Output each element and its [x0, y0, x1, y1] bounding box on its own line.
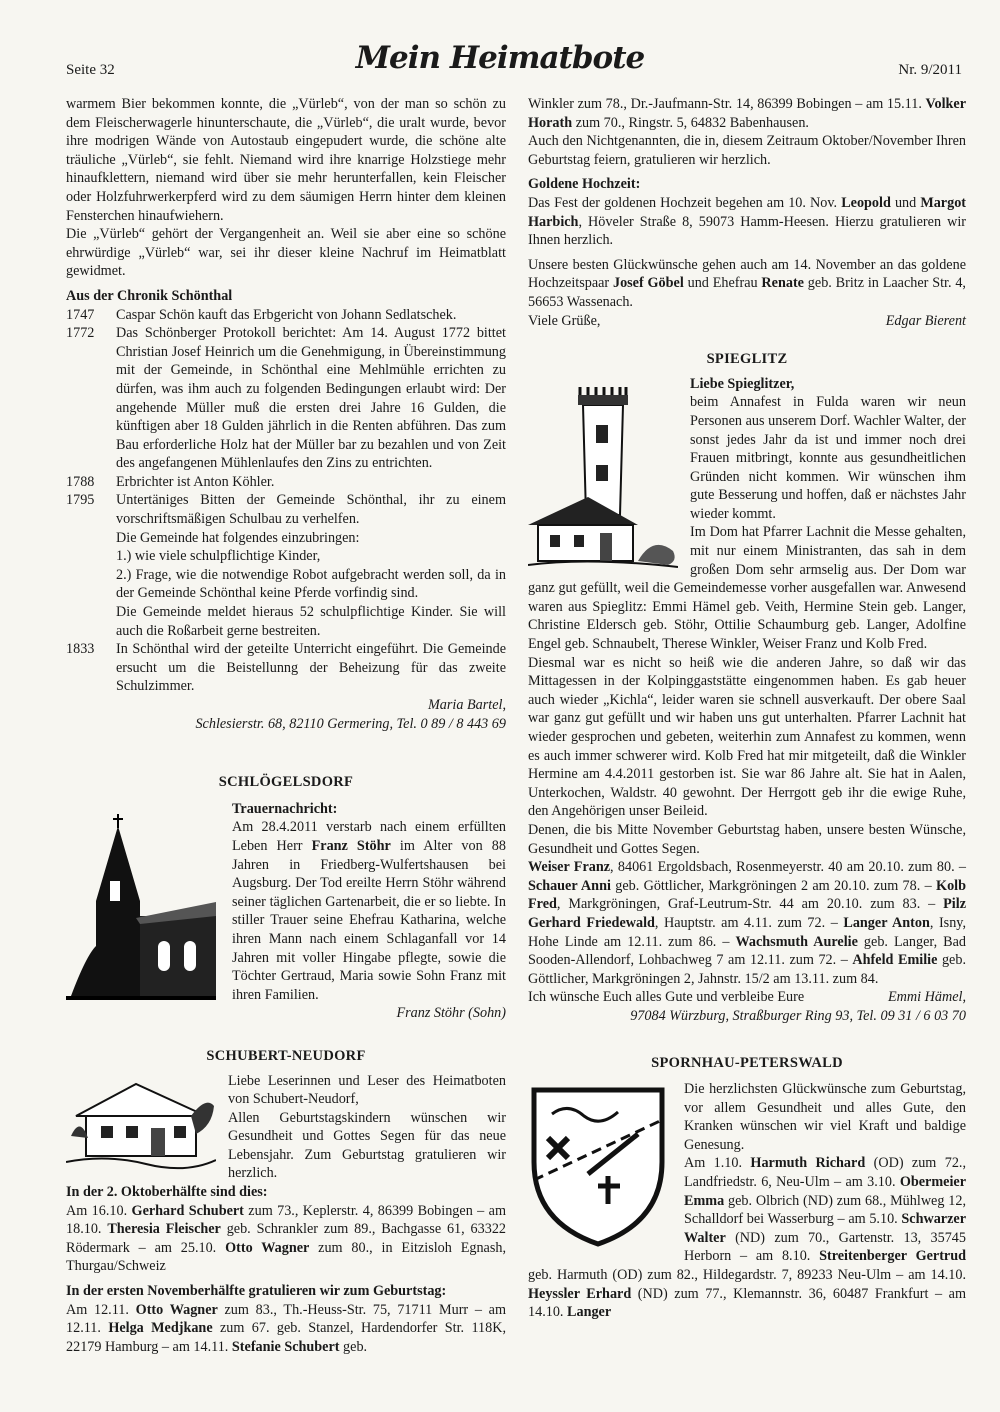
vuerleb-paragraph: warmem Bier bekommen konnte, die „Vürleb“, von der man so schön zu dem Fleischerwagerle hinunterschaute, die „Vürleb“, die uralt wurde, bevor ihre modrigen Wände von Autostaub eingepudert wurde, die schöne alte träuliche „Vürleb“, sie fehlt. Niemand wird ihre knarrige Holzstiege mehr hinaufklettern, niemand wird über sie mehr herunterfallen, kein Fleischer oder Holzfuhrwerkerpferd wird zu dem säumigen Herrn hinter dem kleinen Fensterchen hinaufwiehern. — [66, 96, 506, 224]
schubert-continuation: Winkler zum 78., Dr.-Jaufmann-Str. 14, 86399 Bobingen – am 15.11. Volker Horath zum 70., Ringstr. 5, 64832 Babenhausen. — [528, 96, 966, 131]
left-column — [66, 95, 506, 1356]
church-illustration — [66, 806, 226, 1006]
vuerleb-paragraph-2: Die „Vürleb“ gehört der Vergangenheit an. Weil sie aber eine so schöne ehrwürdige „Vürleb“ war, sei ihr dieser kleine Nachruf im Heimatblatt gewidmet. — [66, 226, 506, 280]
chronik-heading: Aus der Chronik Schönthal — [66, 287, 233, 304]
right-column — [528, 95, 966, 1322]
schubert-section — [66, 1072, 506, 1357]
chronik-entry: 1772 Das Schönberger Protokoll berichtet: Am 14. August 1772 bittet Christian Josef Heinrich um die Genehmigung, in Übereinstimmung mit der Gemeinde, in Schönthal eine Mehlmühle errichten zu dürfen, was ihm auch zu folgenden Bedingungen erlaubt wird: Der angehende Müller muß die ersten drei Jahre 16 Gulden, die künftigen aber 18 Gulden jährlich in die Renten abführen. Das zum Bau erforderliche Holz hat der Müller bar zu bezahlen und von Zeit des angefangenen Mühlenlaufes den Zins zu entrichten. — [66, 325, 506, 472]
spieglitz-paragraph-1: beim Annafest in Fulda waren wir neun Personen aus unserem Dorf. Wachler Walter, der sonst jedes Jahr da ist und immer noch drei Frauen mitbringt, konnte aus gesundheitlichen Gründen nicht kommen. Wir wünschen ihm gute Besserung und hoffen, daß er nächstes Jahr wieder kommt. — [690, 394, 966, 522]
schloegelsdorf-section — [66, 800, 506, 1023]
coat-of-arms-icon — [528, 1084, 676, 1252]
trauernachricht-signature: Franz Stöhr (Sohn) — [396, 1005, 506, 1022]
spieglitz-heading: SPIEGLITZ — [706, 351, 788, 368]
spieglitz-salutation: Liebe Spieglitzer, — [690, 375, 795, 392]
chronik-list — [66, 306, 506, 696]
page-number: Seite 32 — [66, 62, 115, 78]
spornhau-section — [528, 1080, 966, 1322]
spornhau-heading: SPORNHAU-PETERSWALD — [651, 1054, 843, 1071]
schubert-all-greeting: Auch den Nichtgenannten, die in, diesem Zeitraum Oktober/November Ihren Geburtstag feiern, gratulieren wir herzlich. — [528, 133, 966, 168]
greeting-line: Viele Grüße, Edgar Bierent — [528, 312, 966, 329]
issue-number: Nr. 9/2011 — [898, 62, 962, 78]
trauernachricht-heading: Trauernachricht: — [232, 800, 338, 817]
spieglitz-paragraph-2: Im Dom hat Pfarrer Lachnit die Messe gehalten, mit nur einem Ministranten, das sah in dem großen Dom sehr armselig aus. Der Dom war ganz gut gefüllt, weil die Gemeindemesse vorher ausgefallen war. Anwesend waren aus Spieglitz: Emmi Hämel geb. Veith, Hermine Stein geb. Langer, Christine Eldersch geb. Stöhr, Ottilie Schaumburg geb. Langer, Adolfine Engel geb. Schnaubelt, Therese Winkler, Weiser Franz und Kolb Fred. — [528, 524, 966, 653]
chronik-entry: 1788 Erbrichter ist Anton Köhler. — [66, 473, 275, 490]
spieglitz-signature: Emmi Hämel, — [887, 989, 966, 1006]
deceased-name: Franz Stöhr — [311, 837, 391, 854]
spieglitz-paragraph-4: Denen, die bis Mitte November Geburtstag haben, unsere besten Wünsche, Gesundheit und Gottes Segen. — [528, 821, 966, 857]
schubert-nov-list: Am 12.11. Otto Wagner zum 83., Th.-Heuss-Str. 75, 71711 Murr – am 12.11. Helga Medjkane zum 67. geb. Stanzel, Hardendorfer Str. 118K, 22179 Hamburg – am 14.11. Stefanie Schubert geb. — [66, 1301, 506, 1355]
chronik-entry: 1833 In Schönthal wird der geteilte Unterricht eingeführt. Die Gemeinde ersucht um die Beistellunng der Beheizung für das zweite Schulzimmer. — [66, 641, 506, 695]
schloegelsdorf-heading: SCHLÖGELSDORF — [218, 774, 354, 791]
trauernachricht-text: Am 28.4.2011 verstarb nach einem erfüllten Leben Herr Franz Stöhr im Alter von 88 Jahren in Friedberg-Wulfertshausen bei Augsburg. Der Tod ereilte Herrn Stöhr während seiner täglichen Gartenarbeit, die er so liebte. In stiller Trauer seine Ehefrau Katharina, welche ihren Mann nach einem Schlaganfall vor 14 Jahren mit voller Hingabe pflegte, sowie die Töchter Gertraud, Maria sowie Sohn Franz mit ihren Familien. — [232, 819, 506, 1003]
spornhau-text: Die herzlichsten Glückwünsche zum Geburtstag, vor allem Gesundheit und alles Gute, den Kranken wünschen wir viel Kraft und baldige Genesung. Am 1.10. Harmuth Richard (OD) zum 72., Landfriedstr. 6, Neu-Ulm – am 3.10. Obermeier Emma geb. Olbrich (ND) zum 68., Mühlweg 12, Schalldorf bei Wasserburg – am 5.10. Schwarzer Walter (ND) zum 70., Gartenstr. 13, 35745 Herborn – am 8.10. Streitenberger Gertrud geb. Harmuth (OD) zum 82., Hildegardstr. 7, 89233 Neu-Ulm – am 14.10. Heyssler Erhard (ND) zum 77., Klemannstr. 36, 60487 Frankfurt – am 14.10. Langer — [528, 1081, 967, 1321]
spieglitz-closing: Ich wünsche Euch alles Gute und verbleibe Eure Emmi Hämel, — [528, 989, 966, 1006]
chronik-address: Schlesierstr. 68, 82110 Germering, Tel. 0 89 / 8 443 69 — [195, 715, 506, 732]
chronik-entry: 1795 Untertäniges Bitten der Gemeinde Schönthal, ihr zu einem vorschriftsmäßigen Schulbau zu verhelfen. Die Gemeinde hat folgendes einzubringen: 1.) wie viele schulpflichtige Kinder, 2.) Frage, wie die notwendige Robot aufgebracht werden soll, da in der Gemeinde Schönthal keine Pferde vorfindig sind. Die Gemeinde meldet hieraus 52 schulpflichtige Kinder. Sie will auch die Roßarbeit gerne bestreiten. — [66, 492, 506, 639]
golden-wedding-heading: Goldene Hochzeit: — [528, 176, 641, 193]
masthead-title: Mein Heimatbote — [355, 40, 645, 76]
spieglitz-address: 97084 Würzburg, Straßburger Ring 93, Tel. 09 31 / 6 03 70 — [630, 1007, 966, 1024]
golden-wedding-text: Das Fest der goldenen Hochzeit begehen am 10. Nov. Leopold und Margot Harbich, Höveler Straße 8, 59073 Hamm-Heesen. Hierzu gratulieren wir Ihnen herzlich. — [528, 194, 967, 249]
tower-illustration — [528, 375, 684, 575]
chronik-signature: Maria Bartel, — [427, 697, 506, 713]
farmhouse-illustration — [66, 1076, 222, 1176]
schubert-oct-heading: In der 2. Oktoberhälfte sind dies: — [66, 1184, 268, 1201]
schubert-heading: SCHUBERT-NEUDORF — [206, 1047, 366, 1064]
schubert-intro: Liebe Leserinnen und Leser des Heimatboten von Schubert-Neudorf, Allen Geburtstagskindern wünschen wir Gesundheit und Gottes Segen für das neue Lebensjahr. Zum Geburtstag gratulieren wir herzlich. — [228, 1072, 506, 1182]
schubert-nov-heading: In der ersten Novemberhälfte gratulieren wir zum Geburtstag: — [66, 1283, 447, 1300]
spieglitz-paragraph-3: Diesmal war es nicht so heiß wie die anderen Jahre, so daß wir das Mittagessen in der Kolpinggaststätte eingenommen haben. Es gab heuer auch wieder „Kichla“, leider waren sie schnell ausverkauft. Der obere Saal war ganz gut gefüllt und wir haben uns gut unterhalten. Pfarrer Lachnit hat wieder gesprochen und gebeten, weiterhin zum Annafest zu kommen, wenn es auch immer schwerer wird. Kolb Fred hat mir mitgeteilt, daß die Winkler Hermine am 4.4.2011 gestorben ist. Sie war 86 Jahre alt. Sie hat in Aalen, Unterkochen, Waldstr. 40 gewohnt. Der Herrgott geb ihr die ewige Ruhe, den Angehörigen unser Beileid. — [528, 654, 966, 820]
spieglitz-birthdays: Weiser Franz, 84061 Ergoldsbach, Rosenmeyerstr. 40 am 20.10. zum 80. – Schauer Anni geb. Göttlicher, Markgröningen 2 am 20.10. zum 78. – Kolb Fred, Markgröningen, Graf-Leutrum-Str. 44 am 20.10. zum 83. – Pilz Gerhard Friedewald, Hauptstr. am 4.11. zum 72. – Langer Anton, Isny, Hohe Linde am 12.11. zum 86. – Wachsmuth Aurelie geb. Langer, Bad Sooden-Allendorf, Lohbachweg 7 am 12.11. zum 72. – Ahfeld Emilie geb. Göttlicher, Markgröningen 2, Jahnstr. 15/2 am 13.11. zum 84. — [528, 859, 967, 987]
schubert-oct-list: Am 16.10. Gerhard Schubert zum 73., Keplerstr. 4, 86399 Bobingen – am 18.10. Theresia Fleischer geb. Schrankler zum 89., Bachgasse 61, 63322 Rödermark – am 25.10. Otto Wagner zum 80., in Eitzisloh Egnash, Thurgau/Schweiz — [66, 1202, 506, 1275]
golden-wedding-text-2: Unsere besten Glückwünsche gehen auch am 14. November an das goldene Hochzeitspaar Josef Göbel und Ehefrau Renate geb. Britz in Laacher Str. 4, 56653 Wassenach. — [528, 256, 966, 310]
spieglitz-section — [528, 375, 966, 1026]
chronik-entry: 1747 Caspar Schön kauft das Erbgericht von Johann Sedlatschek. — [66, 306, 457, 323]
greeting-signature: Edgar Bierent — [885, 312, 966, 329]
